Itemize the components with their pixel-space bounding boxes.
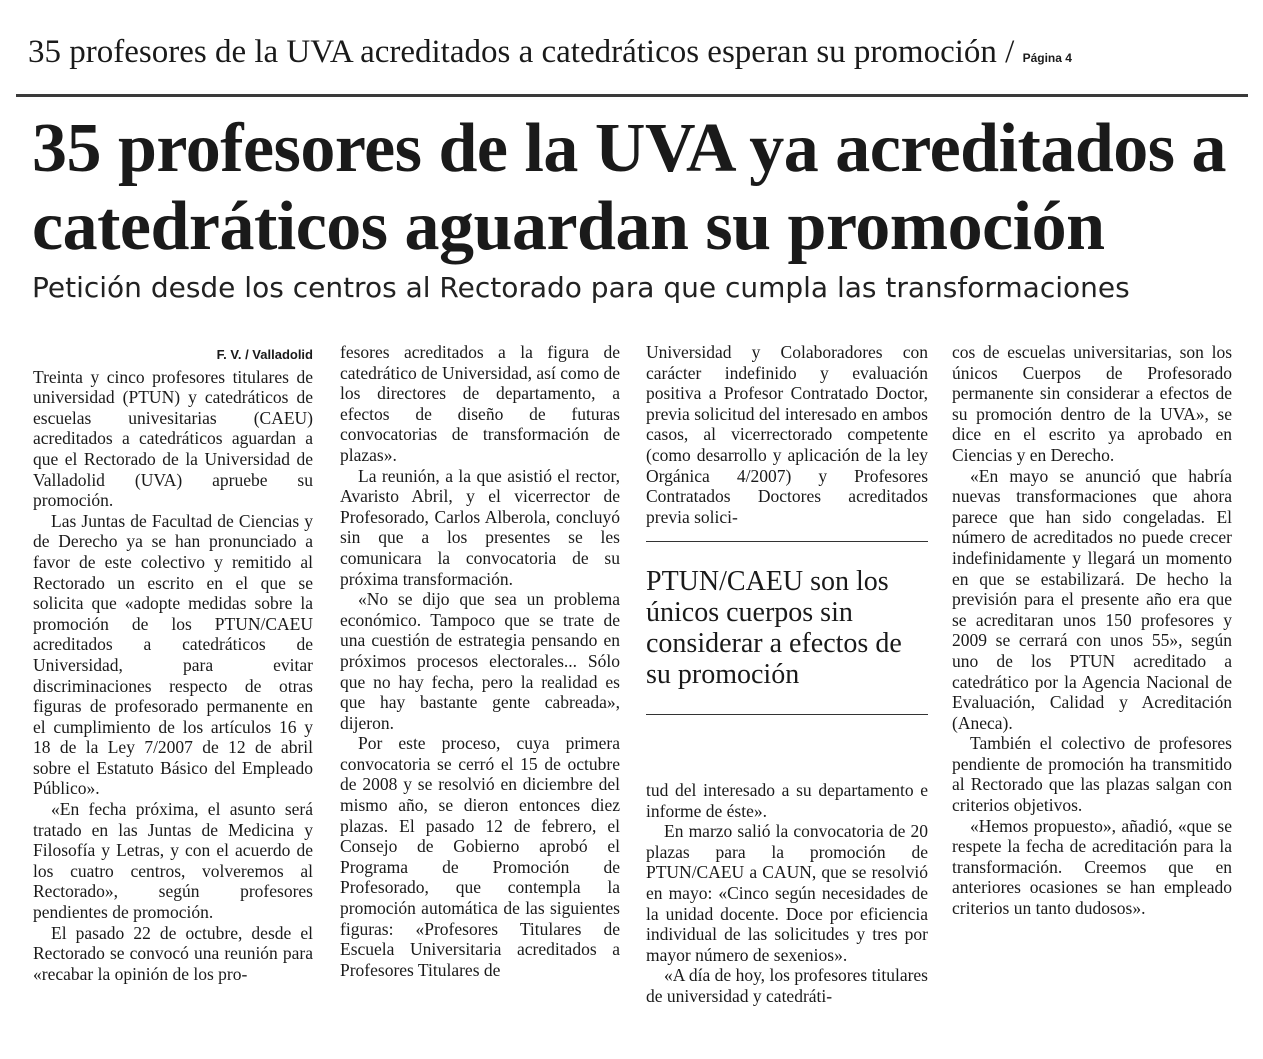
- paragraph: «A día de hoy, los profesores titulares de universidad y catedráti-: [646, 965, 928, 1006]
- paragraph: «En fecha próxima, el asunto será tratado en las Juntas de Medicina y Filosofía y Letras, y con el acuerdo de los cuatro centros, volveremos al Rectorado», según profesores pendientes de promoción.: [33, 799, 313, 923]
- paragraph: Treinta y cinco profesores titulares de universidad (PTUN) y catedráticos de escuelas univesitarias (CAEU) acreditados a catedráticos aguardan a que el Rectorado de la Universidad de Valladolid (UVA) apruebe su promoción.: [33, 366, 313, 511]
- section-teaser: [28, 32, 1238, 78]
- column-3-continuation: [646, 780, 928, 1007]
- pullquote-rule-bottom: [646, 714, 928, 715]
- pullquote-rule-top: [646, 541, 928, 542]
- paragraph: «No se dijo que sea un problema económico. Tampoco que se trate de una cuestión de estrategia pensando en próximos procesos electorales... Sólo que no hay fecha, pero la realidad es que hay bastante gente cabreada», dijeron.: [340, 589, 620, 733]
- paragraph: También el colectivo de profesores pendiente de promoción ha transmitido al Rectorado que las plazas salgan con criterios objetivos.: [952, 733, 1232, 816]
- column-2: [340, 342, 620, 980]
- paragraph: Las Juntas de Facultad de Ciencias y de Derecho ya se han pronunciado a favor de este colectivo y remitido al Rectorado un escrito en el que se solicita que «adopte medidas sobre la promoción de los PTUN/CAEU acreditados a catedráticos de Universidad, para evitar discriminaciones respecto de otras figuras de profesorado permanente en el cumplimiento de los artículos 16 y 18 de la Ley 7/2007 de 12 de abril sobre el Estatuto Básico del Empleado Público».: [33, 510, 313, 799]
- subheadline: Petición desde los centros al Rectorado para que cumpla las transformaciones: [32, 271, 1130, 304]
- paragraph: El pasado 22 de octubre, desde el Rectorado se convocó una reunión para «recabar la opinión de los pro-: [33, 922, 313, 984]
- paragraph: Universidad y Colaboradores con carácter indefinido y evaluación positiva a Profesor Contratado Doctor, previa solicitud del interesado en ambos casos, al vicerrectorado competente (como desarrollo y aplicación de la ley Orgánica 4/2007) y Profesores Contratados Doctores acreditados previa solici-: [646, 342, 928, 527]
- paragraph: Por este proceso, cuya primera convocatoria se cerró el 15 de octubre de 2008 y se resolvió en diciembre del mismo año, se dieron entonces diez plazas. El pasado 12 de febrero, el Consejo de Gobierno aprobó el Programa de Promoción de Profesorado, que contempla la promoción automática de las siguientes figuras: «Profesores Titulares de Escuela Universitaria acreditados a Profesores Titulares de: [340, 733, 620, 980]
- byline: F. V. / Valladolid: [216, 347, 313, 362]
- divider-rule: [16, 94, 1248, 97]
- paragraph: tud del interesado a su departamento e informe de éste».: [646, 780, 928, 821]
- column-3: [646, 342, 928, 1006]
- page-reference: Página 4: [1022, 51, 1072, 65]
- column-4: [952, 342, 1232, 919]
- paragraph: «En mayo se anunció que habría nuevas transformaciones que ahora parece que han sido congeladas. El número de acreditados no puede crecer indefinidamente y llegará un momento en que se estabilizará. De hecho la previsión para el presente año era que se acreditaran unos 150 profesores y 2009 se cerrará con unos 55», según uno de los PTUN acreditado a catedrático por la Agencia Nacional de Evaluación, Calidad y Acreditación (Aneca).: [952, 465, 1232, 733]
- paragraph: En marzo salió la convocatoria de 20 plazas para la promoción de PTUN/CAEU a CAUN, que se resolvió en mayo: «Cinco según necesidades de la unidad docente. Doce por eficiencia individual de las solicitudes y tres por mayor número de sexenios».: [646, 821, 928, 965]
- paragraph: fesores acreditados a la figura de catedrático de Universidad, así como de los directores de departamento, a efectos de diseño de futuras convocatorias de transformación de plazas».: [340, 342, 620, 465]
- paragraph: La reunión, a la que asistió el rector, Avaristo Abril, y el vicerrector de Profesorado, Carlos Alberola, concluyó sin que a los presentes se les comunicara la convocatoria de su próxima transformación.: [340, 465, 620, 589]
- teaser-text: 35 profesores de la UVA acreditados a catedráticos esperan su promoción /: [28, 34, 1015, 70]
- pullquote: PTUN/CAEU son los únicos cuerpos sin considerar a efectos de su promoción: [646, 566, 902, 691]
- headline: 35 profesores de la UVA ya acreditados a catedráticos aguardan su promoción: [32, 110, 1226, 265]
- paragraph: cos de escuelas universitarias, son los únicos Cuerpos de Profesorado permanente sin considerar a efectos de su promoción dentro de la UVA», se dice en el escrito ya aprobado en Ciencias y en Derecho.: [952, 342, 1232, 465]
- paragraph: «Hemos propuesto», añadió, «que se respete la fecha de acreditación para la transformación. Creemos que en anteriores ocasiones se han empleado criterios un tanto dudosos».: [952, 815, 1232, 919]
- column-1: [33, 342, 313, 984]
